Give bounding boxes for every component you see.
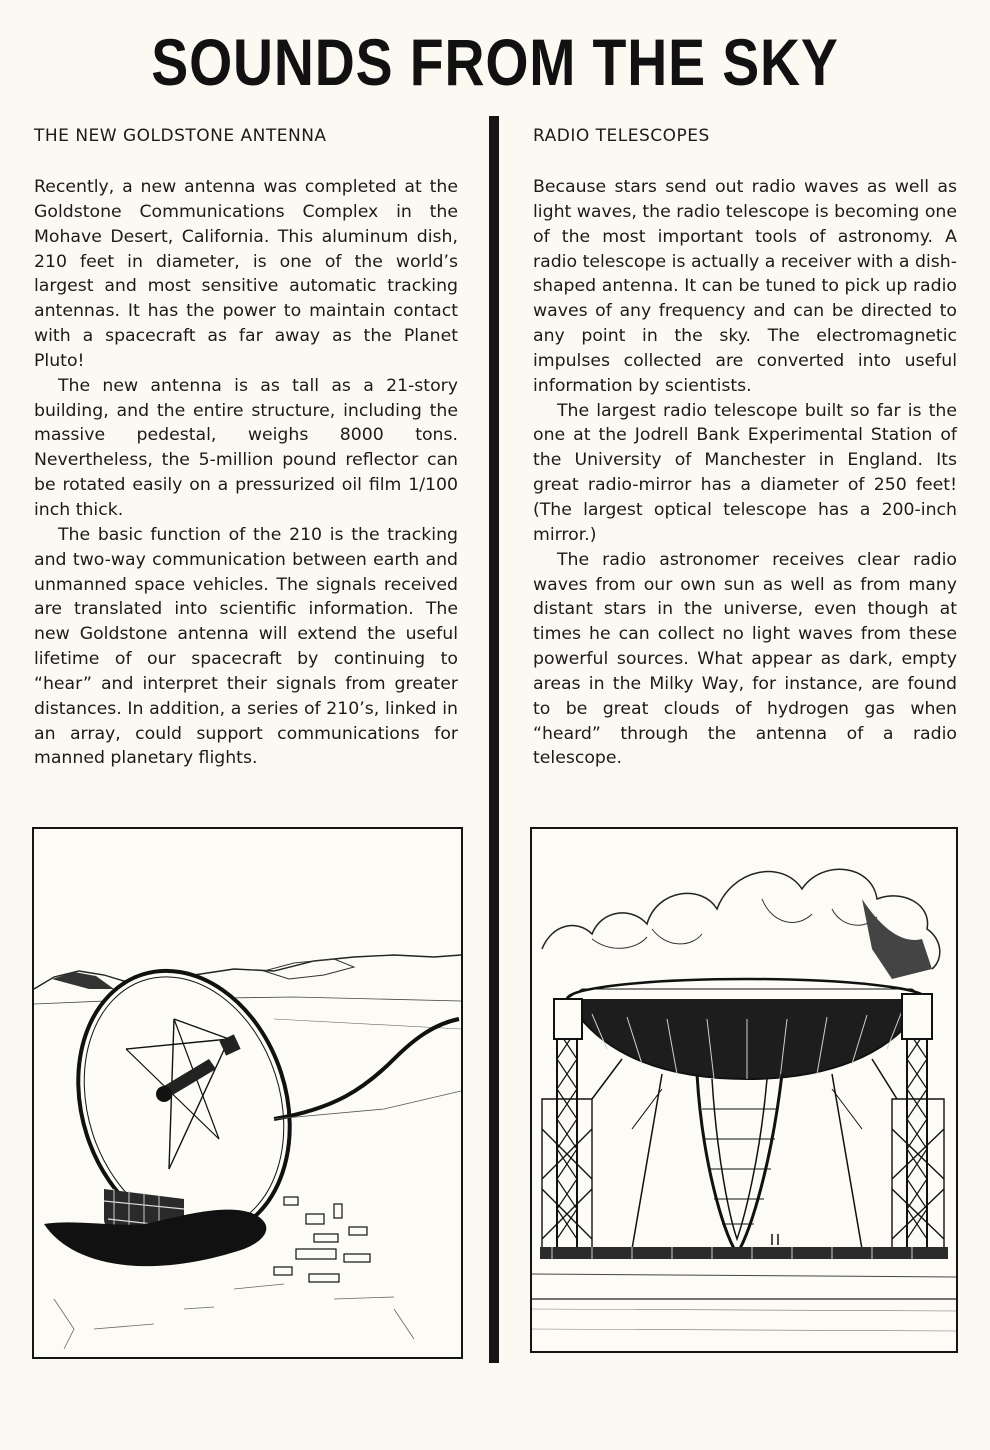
jodrell-bank-telescope-drawing (532, 829, 956, 1351)
column-divider (489, 116, 499, 1363)
page-title: SOUNDS FROM THE SKY (151, 25, 839, 99)
goldstone-paragraph-2: The new antenna is as tall as a 21-story building, and the entire structure, including the massive pedestal, weighs 8000 tons. Nevertheless, the 5-million pound reflector can be rotated easily on a pressurized oil film 1/100 inch thick. (34, 375, 458, 520)
goldstone-antenna-drawing (34, 829, 461, 1357)
radio-telescopes-paragraph-2: The largest radio telescope built so far is the one at the Jodrell Bank Experimental Station of the University of Manchester in England. Its great radio-mirror has a diameter of 250 feet! (The largest optical telescope has a 200-inch mirror.) (533, 400, 957, 545)
radio-telescopes-article (533, 124, 957, 771)
goldstone-heading: THE NEW GOLDSTONE ANTENNA (34, 126, 327, 146)
goldstone-antenna-illustration (32, 827, 463, 1359)
radio-telescopes-paragraph-3: The radio astronomer receives clear radio waves from our own sun as well as from many distant stars in the universe, even though at times he can collect no light waves from these powerful sources. What appear as dark, empty areas in the Milky Way, for instance, are found to be great clouds of hydrogen gas when “heard” through the antenna of a radio telescope. (533, 549, 957, 769)
radio-telescopes-paragraph-1: Because stars send out radio waves as well as light waves, the radio telescope is becoming one of the most important tools of astronomy. A radio telescope is actually a receiver with a dish-shaped antenna. It can be tuned to pick up radio waves of any frequency and can be directed to any point in the sky. The electromagnetic impulses collected are converted into useful information by scientists. (533, 177, 957, 396)
goldstone-paragraph-1: Recently, a new antenna was completed at the Goldstone Communications Complex in the Mohave Desert, California. This aluminum dish, 210 feet in diameter, is one of the world’s largest and most sensitive automatic tracking antennas. It has the power to maintain contact with a spacecraft as far away as the Planet Pluto! (34, 177, 458, 371)
radio-telescopes-heading: RADIO TELESCOPES (533, 126, 710, 146)
goldstone-paragraph-3: The basic function of the 210 is the tracking and two-way communication between earth and unmanned space vehicles. The signals received are translated into scientific information. The new Goldstone antenna will extend the useful lifetime of our spacecraft by continuing to “hear” and interpret their signals from greater distances. In addition, a series of 210’s, linked in an array, could support communications for manned planetary flights. (34, 524, 458, 769)
jodrell-bank-telescope-illustration (530, 827, 958, 1353)
goldstone-article (34, 124, 458, 771)
